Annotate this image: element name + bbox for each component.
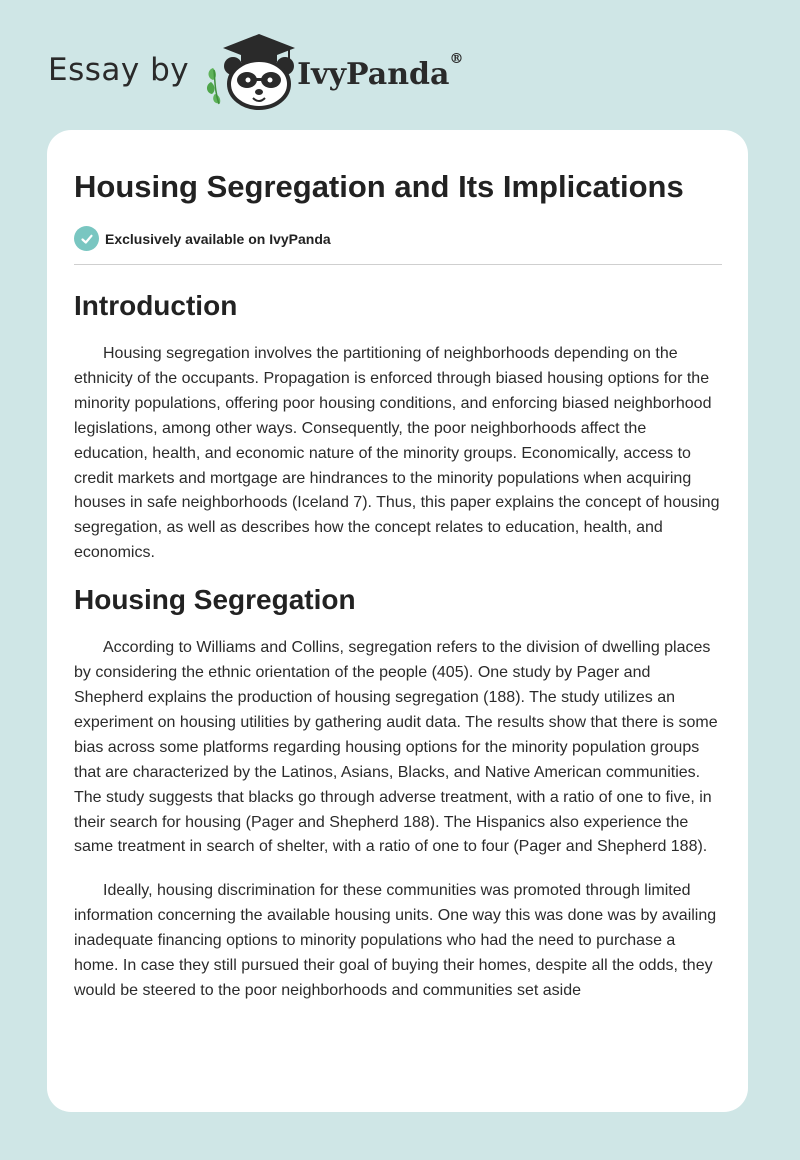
site-header	[48, 30, 463, 110]
essay-by-label: Essay by	[48, 52, 190, 88]
essay-title: Housing Segregation and Its Implications	[74, 169, 684, 204]
check-icon	[74, 226, 99, 251]
paragraph: According to Williams and Collins, segregation refers to the division of dwelling places by considering the ethnic orientation of the people (405). One study by Pager and Shepherd explains the production of housing segregation (188). The study utilizes an experiment on housing utilities by gathering audit data. The results show that there is some bias across some platforms regarding housing options for the minority population groups that are characterized by the Latinos, Asians, Blacks, and Native American communities. The study suggests that blacks go through adverse treatment, with a ratio of one to five, in their search for housing (Pager and Shepherd 188). The Hispanics also experience the same treatment in search of shelter, with a ratio of one to four (Pager and Shepherd 188).	[74, 639, 718, 856]
panda-graduate-icon[interactable]	[203, 30, 295, 110]
essay-card	[47, 130, 748, 1112]
registered-mark: ®	[449, 50, 464, 67]
paragraph: Ideally, housing discrimination for these communities was promoted through limited information concerning the available housing units. One way this was done was by availing inadequate financing options to minority populations who had the need to purchase a home. In case they still pursued their goal of buying their homes, despite all the odds, they would be steered to the poor neighborhoods and communities set aside	[74, 882, 717, 999]
brand-name[interactable]: IvyPanda®	[297, 50, 464, 92]
paragraph: Housing segregation involves the partitioning of neighborhoods depending on the ethnicity of the occupants. Propagation is enforced through biased housing options for the minority populations, offering poor housing conditions, and enforcing biased neighborhood legislations, among other ways. Consequently, the poor neighborhoods affect the education, health, and economic nature of the minority groups. Economically, access to credit markets and mortgage are hindrances to the minority populations when acquiring houses in safe neighborhoods (Iceland 7). Thus, this paper explains the concept of housing segregation, as well as describes how the concept relates to education, health, and economics.	[74, 345, 720, 562]
section-heading-introduction: Introduction	[74, 290, 238, 321]
section-heading-housing-segregation: Housing Segregation	[74, 584, 356, 616]
badge-text: Exclusively available on IvyPanda	[105, 230, 331, 247]
divider	[74, 264, 722, 265]
exclusive-badge	[74, 226, 722, 251]
